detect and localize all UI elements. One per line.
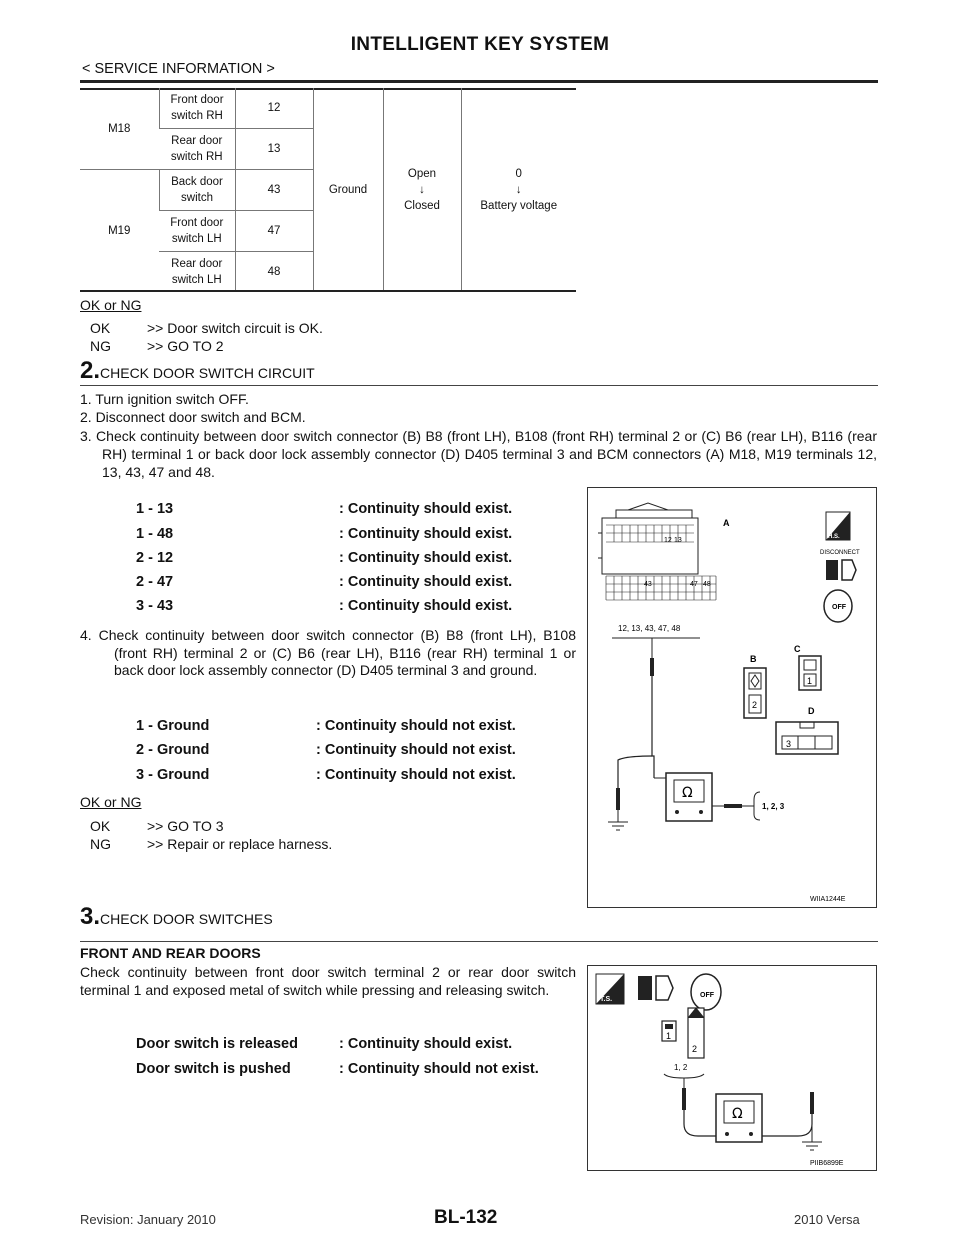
continuity-result: : Continuity should exist. [339,550,513,566]
ng-label: NG [90,338,111,354]
step-3-heading: 3.CHECK DOOR SWITCHES [80,903,273,930]
continuity-pair: 3 - Ground [136,767,210,783]
condition-state: Door switch is released [136,1036,298,1052]
continuity-result: : Continuity should exist. [339,526,513,542]
harness-label: 12, 13, 43, 47, 48 [618,624,681,633]
ok-label: OK [90,818,111,834]
step-2-item-1: 1. Turn ignition switch OFF. [80,391,249,407]
connector-a-icon [598,503,716,600]
pin-label: 3 [786,739,792,749]
pin-label: 1 [666,1031,672,1041]
pin-label: 47 [690,581,698,588]
ng-result: >> Repair or replace harness. [147,836,333,852]
continuity-result: : Continuity should not exist. [316,718,516,734]
connector-m19: M19 [80,170,159,293]
svg-text:OFF: OFF [832,604,846,611]
disconnect-label: DISCONNECT [820,550,860,556]
ok-result: >> GO TO 3 [147,818,224,834]
pin-label: 2 [692,1044,698,1054]
ohmmeter-icon [666,773,712,821]
pin-label: 13 [674,537,682,544]
table-row-item: Rear door switch RH [159,129,235,170]
continuity-result: : Continuity should exist. [339,598,513,614]
continuity-pair: 2 - Ground [136,742,210,758]
footer-revision: Revision: January 2010 [80,1212,216,1227]
table-row-item: Rear door switch LH [159,252,235,293]
page-number: BL-132 [434,1207,498,1228]
pin-label: 43 [644,581,652,588]
table-row-item: Back door switch [159,170,235,211]
step-3-rule [80,941,878,942]
continuity-pair: 1 - 48 [136,526,174,542]
disconnect-connector-icon [638,976,673,1000]
condition-state: Door switch is pushed [136,1061,291,1077]
step-3-subhead: FRONT AND REAR DOORS [80,945,261,961]
continuity-pair: 1 - Ground [136,718,210,734]
continuity-result: : Continuity should not exist. [316,742,516,758]
probe-bracket [751,792,760,820]
ground-icon [608,810,628,830]
voltage-cell: 0 ↓ Battery voltage [461,88,576,292]
table-row-terminal: 48 [235,252,313,293]
disconnect-connector-icon [826,560,856,580]
continuity-pair: 3 - 43 [136,598,174,614]
section-breadcrumb: < SERVICE INFORMATION > [82,61,275,77]
connector-d-icon [776,722,838,754]
connector-c-label: C [794,644,801,654]
connector-b-label: B [750,654,757,664]
svg-text:Ω: Ω [682,785,693,801]
door-switch-diagram [588,966,876,1170]
probe-icon [650,658,654,676]
pin-label: 12 [664,537,672,544]
connector-diagram [588,488,876,907]
pin-label: 48 [703,581,711,588]
ground-icon [802,1114,822,1150]
ok-label: OK [90,320,111,336]
svg-text:Ω: Ω [732,1106,743,1122]
table-row-item: Front door switch RH [159,88,235,129]
figure-code: PIIB6899E [810,1160,844,1167]
step-2-item-4: 4. Check continuity between door switch connector (B) B8 (front LH), B108 (front RH) terminal 2 or (C) B6 (rear LH), B116 (rear RH) terminal 1 or back door lock assembly connector (D) D405 terminal 3 and ground. [80,627,576,678]
ok-ng-label: OK or NG [80,794,142,810]
probe-label: 1, 2, 3 [762,802,785,811]
footer-model: 2010 Versa [794,1212,860,1227]
table-row-terminal: 47 [235,211,313,252]
continuity-pair: 2 - 47 [136,574,174,590]
connector-diagram-figure [587,487,877,908]
ng-label: NG [90,836,111,852]
connector-m18: M18 [108,122,131,135]
connector-d-label: D [808,706,815,716]
continuity-pair: 1 - 13 [136,501,174,517]
header-rule [80,80,878,83]
step-2-item-2: 2. Disconnect door switch and BCM. [80,409,306,425]
figure-code: WIIA1244E [810,896,846,903]
svg-text:H.S.: H.S. [828,534,840,540]
table-row-terminal: 12 [235,88,313,129]
ok-result: >> Door switch circuit is OK. [147,320,323,336]
step-2-rule [80,385,878,386]
ignition-off-icon [691,974,721,1010]
ohmmeter-icon [716,1094,762,1142]
ok-ng-label: OK or NG [80,297,142,313]
step-3-text: Check continuity between front door switch terminal 2 or rear door switch terminal 1 and exposed metal of switch while pressing and releasing switch. [80,964,576,998]
table-bottom-rule [80,290,576,292]
ground-cell: Ground [313,88,383,292]
table-row-item: Front door switch LH [159,211,235,252]
probe-label: 1, 2 [674,1063,688,1072]
terminal-voltage-table [80,88,576,292]
continuity-pair: 2 - 12 [136,550,174,566]
step-2-heading: 2.CHECK DOOR SWITCH CIRCUIT [80,357,315,384]
pin-label: 1 [807,676,813,686]
step-2-item-3: 3. Check continuity between door switch connector (B) B8 (front LH), B108 (front RH) terminal 2 or (C) B6 (rear LH), B116 (rear RH) terminal 1 or back door lock assembly connector (D) D405 terminal 3 and BCM connectors (A) M18, M19 terminals 12, 13, 43, 47 and 48. [80,428,877,480]
continuity-result: : Continuity should exist. [339,574,513,590]
probe-icon [682,1088,686,1110]
ignition-off-icon [824,590,852,622]
connector-a-label: A [723,518,730,528]
hs-icon [826,512,850,540]
condition-cell: Open ↓ Closed [383,88,461,292]
ts-icon [596,974,624,1004]
pin-label: 2 [752,700,758,710]
probe-icon [810,1092,814,1114]
door-switch-diagram-figure [587,965,877,1171]
connector-b-icon [744,668,766,718]
table-row-terminal: 43 [235,170,313,211]
continuity-result: : Continuity should exist. [339,501,513,517]
continuity-result: : Continuity should not exist. [316,767,516,783]
condition-result: : Continuity should exist. [339,1036,513,1052]
table-row-terminal: 13 [235,129,313,170]
probe-icon [724,804,742,808]
svg-text:OFF: OFF [700,992,714,999]
probe-bracket [664,1074,704,1078]
condition-result: : Continuity should not exist. [339,1061,539,1077]
ng-result: >> GO TO 2 [147,338,224,354]
svg-text:T.S.: T.S. [600,996,613,1003]
page-title: INTELLIGENT KEY SYSTEM [350,34,610,55]
